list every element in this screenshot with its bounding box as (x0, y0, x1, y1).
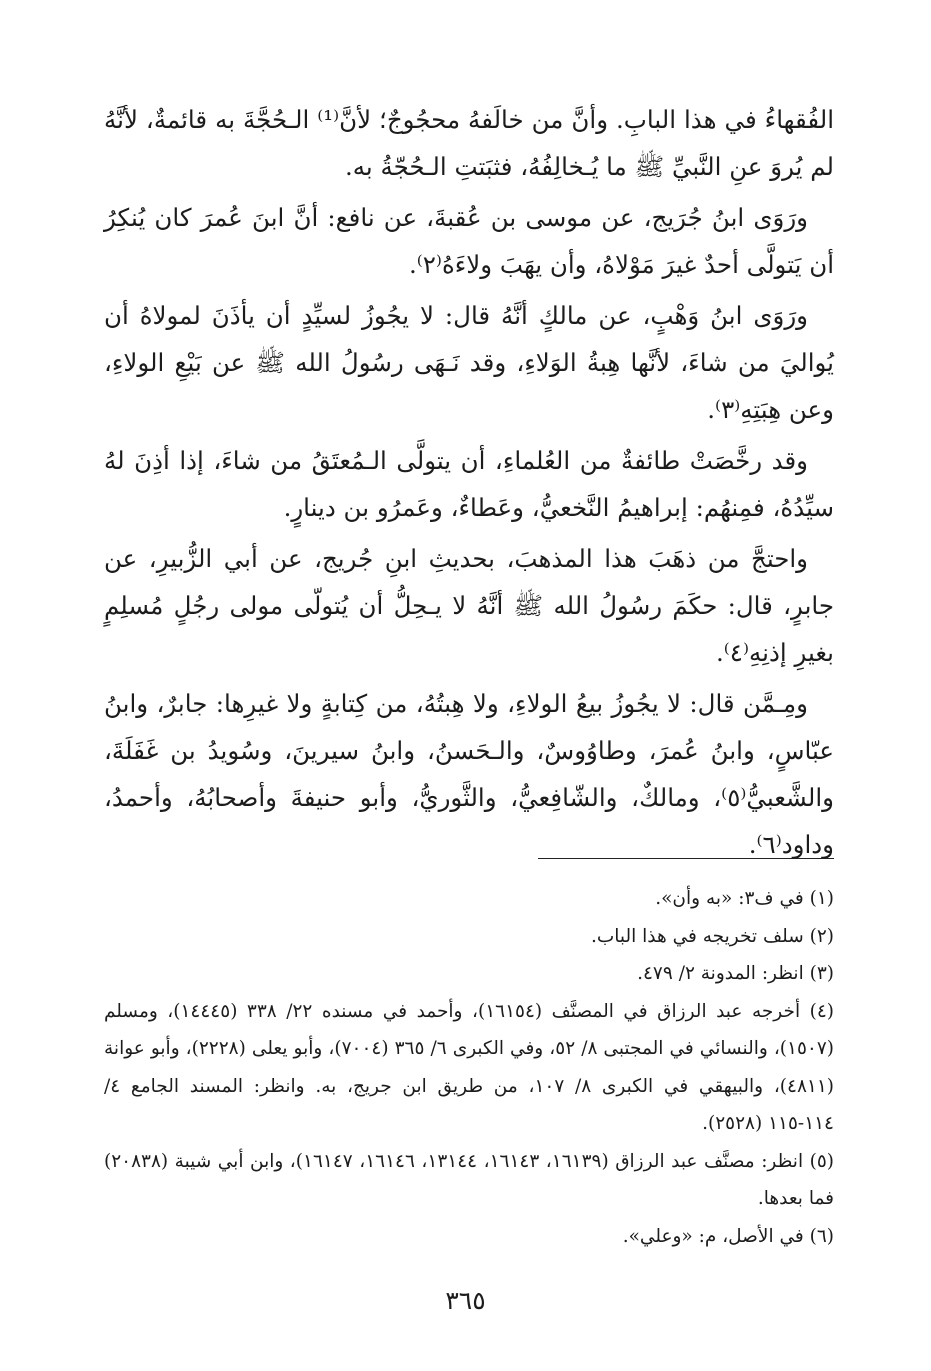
footnote-text: في الأصل، م: «وعلي». (622, 1225, 804, 1247)
main-text (104, 96, 834, 872)
page-number: ٣٦٥ (445, 1286, 486, 1315)
paragraph: وقد رخَّصَتْ طائفةٌ من العُلماءِ، أن يتولَّى الـمُعتَقُ من شاءَ، إذا أذِنَ لهُ سيِّدُهُ، فمِنهُم: إبراهيمُ النَّخعيُّ، وعَطاءٌ، وعَمرُو بن دينارٍ. (104, 446, 834, 522)
footnote (104, 1143, 834, 1218)
footnote-text: في ف٣: «به وأن». (655, 888, 804, 909)
footnote-number: (١) (809, 888, 834, 909)
paragraph: واحتجَّ من ذهَبَ هذا المذهبَ، بحديثِ ابنِ جُريج، عن أبي الزُّبيرِ، عن جابرٍ، قال: حكَمَ رسُولُ الله ﷺ أنَّهُ لا يـحِلُّ أن يُتولّى مولى رجُلٍ مُسلِمٍ بغيرِ إذنِهِ⁽٤⁾. (104, 544, 834, 667)
footnote-text: أخرجه عبد الرزاق في المصنَّف (١٦١٥٤)، وأحمد في مسنده ٢٢/ ٣٣٨ (١٤٤٤٥)، ومسلم (١٥٠٧)، والنسائي في المجتبى ٨/ ٥٢، وفي الكبرى ٦/ ٣٦٥ (٧٠٠٤)، وأبو يعلى (٢٢٢٨)، وأبو عوانة (٤٨١١)، والبيهقي في الكبرى ٨/ ١٠٧، من طريق ابن جريج، به. وانظر: المسند الجامع ٤/ ١١٤-١١٥ (٢٥٢٨). (104, 1000, 834, 1134)
footnote-text: انظر: المدونة ٢/ ٤٧٩. (637, 963, 804, 984)
footnote-number: (٣) (809, 963, 834, 984)
footnote-number: (٢) (809, 925, 834, 947)
footnote (104, 880, 834, 918)
footnote-number: (٦) (809, 1225, 834, 1247)
footnote-number: (٥) (809, 1150, 835, 1172)
paragraph: الفُقهاءُ في هذا البابِ. وأنَّ من خالَفهُ محجُوجٌ؛ لأنَّ⁽¹⁾ الـحُجَّةَ به قائمةٌ، لأنَّهُ لم يُروَ عنِ النَّبيِّ ﷺ ما يُـخالِفُهُ، فثبَتتِ الـحُجّةُ به. (104, 105, 835, 181)
paragraph: ورَوَى ابنُ جُرَيج، عن موسى بن عُقبةَ، عن نافع: أنَّ ابنَ عُمرَ كان يُنكِرُ أن يَتولَّى أحدٌ غيرَ مَوْلاهُ، وأن يهَبَ ولاءَهُ⁽٢⁾. (104, 203, 834, 279)
footnote (104, 918, 834, 956)
footnotes (104, 880, 834, 1255)
paragraph: ورَوَى ابنُ وَهْبٍ، عن مالكٍ أنَّهُ قال: لا يجُوزُ لسيِّدٍ أن يأذَنَ لمولاهُ أن يُواليَ من شاءَ، لأنَّها هِبةُ الوَلاءِ، وقد نَـهَى رسُولُ الله ﷺ عن بَيْعِ الولاءِ، وعن هِبَتِهِ⁽٣⁾. (104, 301, 834, 424)
footnote (104, 955, 834, 993)
footnote-text: انظر: مصنَّف عبد الرزاق (١٦١٣٩، ١٦١٤٣، ١٣١٤٤، ١٦١٤٦، ١٦١٤٧)، وابن أبي شيبة (٢٠٨٣٨) فما بعدها. (104, 1150, 834, 1209)
footnote-text: سلف تخريجه في هذا الباب. (590, 925, 804, 947)
paragraph: ومِـمَّن قال: لا يجُوزُ بيعُ الولاءِ، ولا هِبتُهُ، من كِتابةٍ ولا غيرِها: جابرٌ، وابنُ عبّاسٍ، وابنُ عُمرَ، وطاوُوسٌ، والـحَسنُ، وابنُ سيرينَ، وسُويدُ بن غَفَلَةَ، والشَّعبيُّ⁽٥⁾، ومالكٌ، والشّافِعيُّ، والثَّوريُّ، وأبو حنيفةَ وأصحابُهُ، وأحمدُ، وداود⁽٦⁾. (104, 689, 834, 859)
footnote-separator (538, 858, 834, 859)
footnote (104, 1218, 834, 1256)
footnote (104, 993, 834, 1143)
footnote-number: (٤) (809, 1000, 834, 1022)
